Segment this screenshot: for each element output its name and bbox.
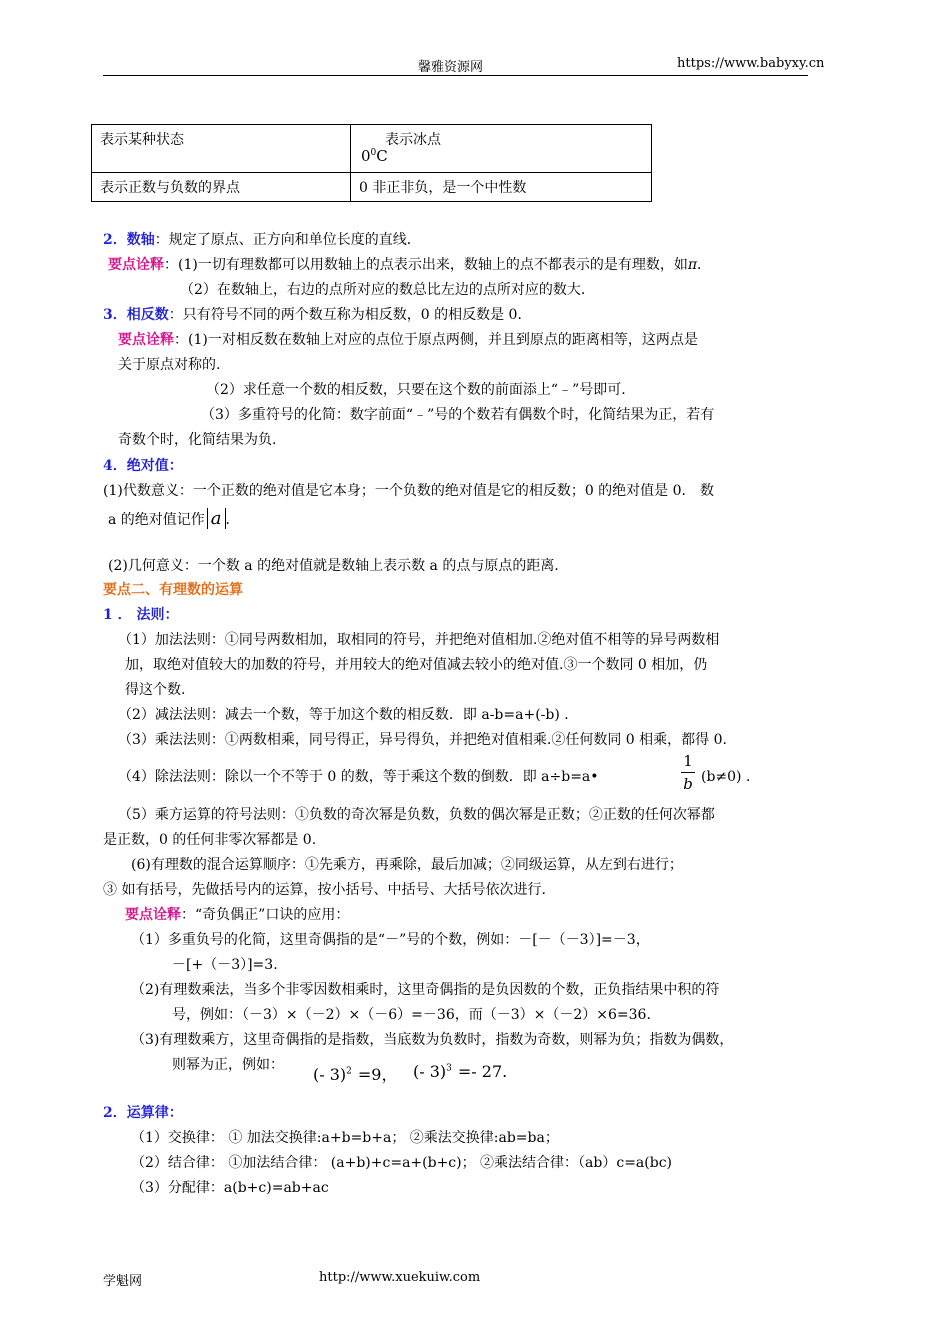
header-url[interactable]: https://www.babyxy.cn (677, 56, 825, 71)
odd-even-3a: （3)有理数乘方，这里奇偶指的是指数，当底数为负数时，指数为奇数，则幂为负；指数为偶数， (131, 1032, 734, 1048)
rule-addition-2: 加，取绝对值较大的加数的符号，并用较大的绝对值减去较小的绝对值.③一个数同 0 相加，仍 (125, 657, 708, 673)
rule-order-1: (6)有理数的混合运算顺序：①先乘方，再乘除，最后加减；②同级运算，从左到右进行； (131, 857, 683, 873)
rule-division: （4）除法法则：除以一个不等于 0 的数，等于乘这个数的倒数．即 a÷b=a• (118, 769, 599, 785)
rule-order-2: ③ 如有括号，先做括号内的运算，按小括号、中括号、大括号依次进行. (103, 882, 546, 898)
number-line-note-1: 要点诠释：(1)一切有理数都可以用数轴上的点表示出来，数轴上的点不都表示的是有理数，如π． (108, 257, 712, 273)
opposite-note-3: （3）多重符号的化简：数字前面“﹣”号的个数若有偶数个时，化简结果为正，若有 (201, 407, 715, 423)
law-distributive: （3）分配律：a(b+c)=ab+ac (131, 1180, 329, 1196)
odd-even-2a: （2)有理数乘法，当多个非零因数相乘时，这里奇偶指的是负因数的个数，正负指结果中积的符 (131, 982, 720, 998)
rules-heading: 1 ． 法则： (103, 607, 179, 623)
absolute-notation: a 的绝对值记作 a ． (108, 508, 240, 529)
odd-even-1b: －[+（－3）]=3. (172, 957, 278, 973)
rule-multiplication: （3）乘法法则：①两数相乘，同号得正，异号得负，并把绝对值相乘.②任何数同 0 相乘，都得 0. (118, 732, 727, 748)
part2-title: 要点二、有理数的运算 (103, 582, 243, 598)
absolute-algebraic: (1)代数意义：一个正数的绝对值是它本身；一个负数的绝对值是它的相反数；0 的绝对值是 0． 数 (103, 483, 714, 499)
laws-heading: 2．运算律： (103, 1105, 183, 1121)
opposite-definition: 3．相反数：只有符号不同的两个数互称为相反数，0 的相反数是 0． (103, 307, 532, 323)
opposite-note-2: （2）求任意一个数的相反数，只要在这个数的前面添上“﹣”号即可. (206, 382, 626, 398)
table-cell-state: 表示某种状态 (92, 125, 351, 173)
law-commutative: （1）交换律： ① 加法交换律:a+b=b+a； ②乘法交换律:ab=ba； (131, 1130, 559, 1146)
table-cell-freezing-point: 表示冰点 $0^0C$ (351, 125, 652, 173)
absolute-geometric: (2)几何意义：一个数 a 的绝对值就是数轴上表示数 a 的点与原点的距离． (108, 558, 569, 574)
rule-addition-1: （1）加法法则：①同号两数相加，取相同的符号，并把绝对值相加.②绝对值不相等的异号两数相 (118, 632, 720, 648)
odd-even-2b: 号，例如：（－3）×（－2）×（－6）=－36，而（－3）×（－2）×6=36. (172, 1007, 651, 1023)
rule-power-2: 是正数，0 的任何非零次幂都是 0. (103, 832, 317, 848)
footer-site-name: 学魁网 (103, 1274, 143, 1289)
opposite-note-1b: 关于原点对称的. (118, 357, 221, 373)
absolute-value-heading: 4．绝对值： (103, 458, 183, 474)
rule-addition-3: 得这个数. (125, 682, 186, 698)
opposite-note-3b: 奇数个时，化简结果为负. (118, 432, 277, 448)
zero-celsius: $0^0C$ (361, 147, 388, 165)
state-table (91, 124, 652, 202)
number-line-note-2: （2）在数轴上，右边的点所对应的数总比左边的点所对应的数大. (180, 282, 586, 298)
one-over-b-fraction: 1 b (681, 752, 695, 793)
number-line-definition: 2．数轴：规定了原点、正方向和单位长度的直线． (103, 232, 421, 248)
rule-subtraction: （2）减法法则：减去一个数，等于加这个数的相反数．即 a-b=a+(-b) ． (118, 707, 579, 723)
odd-even-1a: （1）多重负号的化简，这里奇偶指的是“－”号的个数，例如：－[－（－3）]=－3， (131, 932, 650, 948)
odd-even-3b: 则幂为正，例如： (172, 1057, 284, 1073)
odd-even-note: 要点诠释：“奇负偶正”口诀的应用： (125, 907, 350, 923)
law-associative: （2）结合律： ①加法结合律： (a+b)+c=a+(b+c)； ②乘法结合律：（ab）c=a(bc) (131, 1155, 673, 1171)
footer-url[interactable]: http://www.xuekuiw.com (319, 1270, 481, 1285)
opposite-note-1: 要点诠释：(1)一对相反数在数轴上对应的点位于原点两侧，并且到原点的距离相等，这两点是 (118, 332, 698, 348)
abs-a-symbol: a (207, 508, 226, 529)
header-site-name: 馨雅资源网 (418, 60, 484, 75)
header-divider (103, 75, 808, 76)
rule-division-condition: (b≠0) ． (701, 769, 760, 785)
table-cell-zero: 0 非正非负，是一个中性数 (351, 173, 652, 202)
table-cell-boundary: 表示正数与负数的界点 (92, 173, 351, 202)
power-example-odd: (- 3)$^3$ =- 27. (413, 1062, 508, 1081)
power-example-even: (- 3)$^2$ =9， (313, 1065, 398, 1084)
rule-power-1: （5）乘方运算的符号法则：①负数的奇次幂是负数，负数的偶次幂是正数；②正数的任何次幂都 (118, 807, 715, 823)
